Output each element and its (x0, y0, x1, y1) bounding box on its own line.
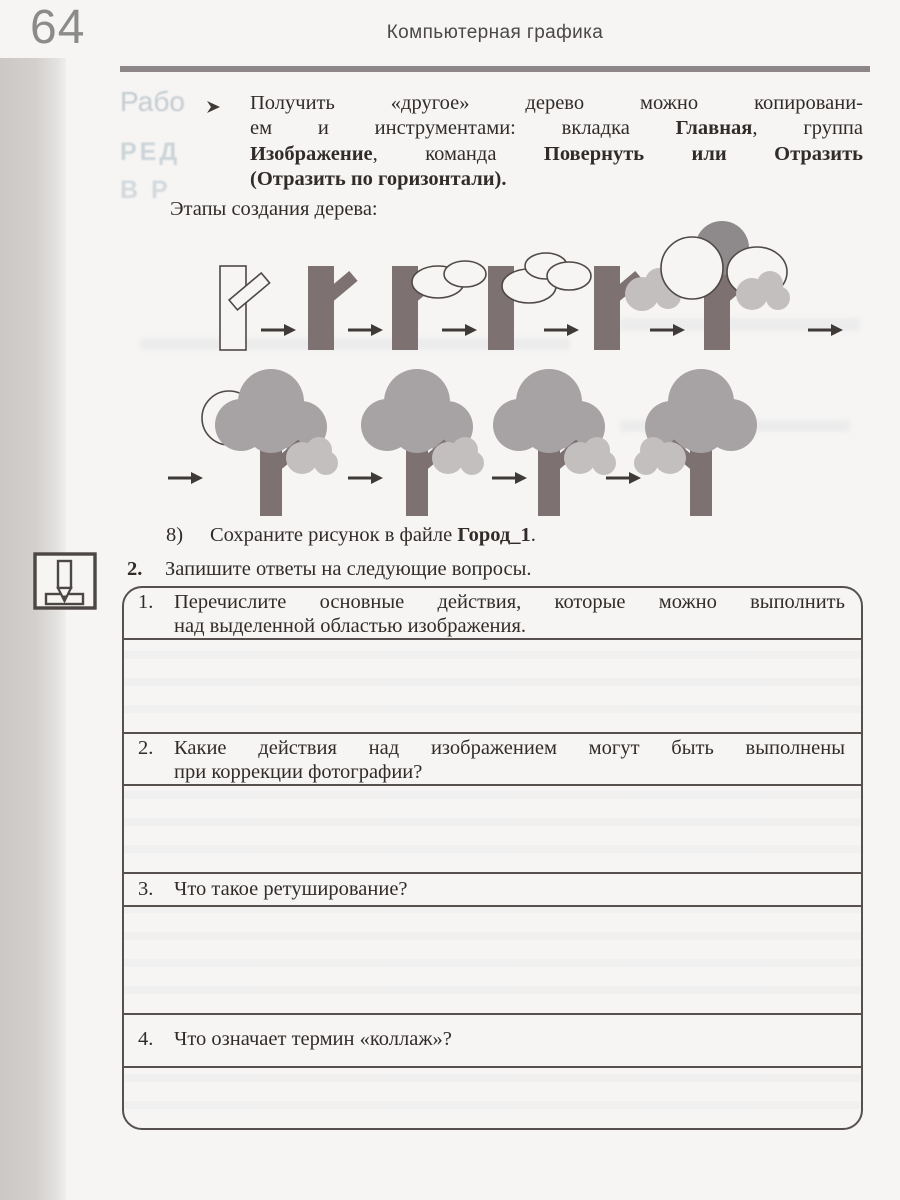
bleedthrough-text: Рабо (120, 86, 185, 117)
arrow-icon (492, 472, 527, 484)
step-text (210, 524, 536, 546)
answer-blank-area (124, 907, 861, 1013)
stages-caption: Этапы создания дерева: (170, 198, 378, 220)
answer-blank-area (124, 1068, 861, 1128)
answer-blank-area (124, 786, 861, 872)
text-segment: Получить «другое» дерево можно копировани- (250, 92, 863, 114)
header-rule (120, 66, 870, 72)
question-row (124, 872, 861, 907)
diagram-stage-two-ovals (392, 261, 486, 350)
list-bullet-icon (206, 99, 221, 120)
text-segment: Главная (675, 117, 753, 140)
task-2-instruction (127, 558, 532, 581)
question-line: при коррекции фотографии? (174, 760, 423, 783)
question-text (174, 591, 845, 638)
text-segment: Изображение (250, 142, 373, 165)
question-row (124, 732, 861, 786)
arrow-icon (261, 324, 296, 336)
questions-answer-box (122, 586, 863, 1130)
write-answer-icon (33, 552, 97, 617)
arrow-icon (808, 324, 843, 336)
task-number: 2. (127, 558, 143, 580)
tree-stages-diagram (120, 220, 890, 522)
text-segment: Город_1 (457, 524, 531, 546)
question-row (124, 588, 861, 640)
step-8-instruction (166, 524, 536, 547)
answer-blank-area (124, 640, 861, 732)
arrow-icon (348, 324, 383, 336)
page-gutter-strip (0, 58, 66, 1200)
question-number: 3. (138, 878, 154, 900)
diagram-stage-filled-trunk (308, 266, 358, 350)
diagram-stage-finished-tree (493, 369, 616, 516)
text-segment: , команда (372, 142, 544, 165)
diagram-stage-three-ovals (488, 253, 591, 350)
arrow-icon (168, 472, 203, 484)
intro-paragraph (250, 92, 863, 194)
step-number: 8) (166, 524, 184, 546)
task-text: Запишите ответы на следующие вопросы. (165, 558, 532, 580)
page-header-title: Компьютерная графика (386, 22, 604, 43)
question-line: Перечислите основные действия, которые можно выполнить (174, 591, 845, 613)
question-number: 1. (138, 591, 154, 613)
page-number: 64 (30, 1, 86, 54)
question-number: 2. (138, 737, 154, 759)
bleedthrough-text: В Р (120, 176, 171, 204)
arrow-icon (544, 324, 579, 336)
intro-line (250, 168, 863, 193)
diagram-stage-finished-tree (361, 369, 484, 516)
arrow-icon (606, 472, 641, 484)
arrow-icon (650, 324, 685, 336)
diagram-stage-mirrored-tree (634, 369, 757, 516)
question-number: 4. (138, 1028, 154, 1050)
intro-line (250, 117, 863, 142)
question-line: Что такое ретуширование? (174, 878, 408, 900)
question-line: Что означает термин «коллаж»? (174, 1028, 452, 1050)
arrow-icon (442, 324, 477, 336)
question-text (174, 737, 845, 784)
diagram-stage-crown-unfilled-circle (202, 369, 338, 516)
arrow-icon (348, 472, 383, 484)
text-segment: Повернуть или Отразить (543, 142, 863, 165)
diagram-stage-outline-trunk (220, 266, 270, 350)
question-line: над выделенной областью изображения. (174, 614, 527, 637)
text-segment: , группа (752, 117, 863, 140)
text-segment: (Отразить по горизонтали). (250, 168, 507, 191)
question-row (124, 1013, 861, 1068)
question-line: Какие действия над изображением могут быть выполнены (174, 737, 845, 759)
intro-line (250, 143, 863, 168)
intro-line (250, 92, 863, 117)
text-segment: ем и инструментами: вкладка (250, 117, 676, 140)
bleedthrough-text: РЕД (120, 138, 181, 166)
question-text (174, 878, 845, 905)
question-text (174, 1028, 845, 1066)
text-segment: Сохраните рисунок в файле (210, 524, 458, 546)
text-segment: . (530, 524, 536, 546)
